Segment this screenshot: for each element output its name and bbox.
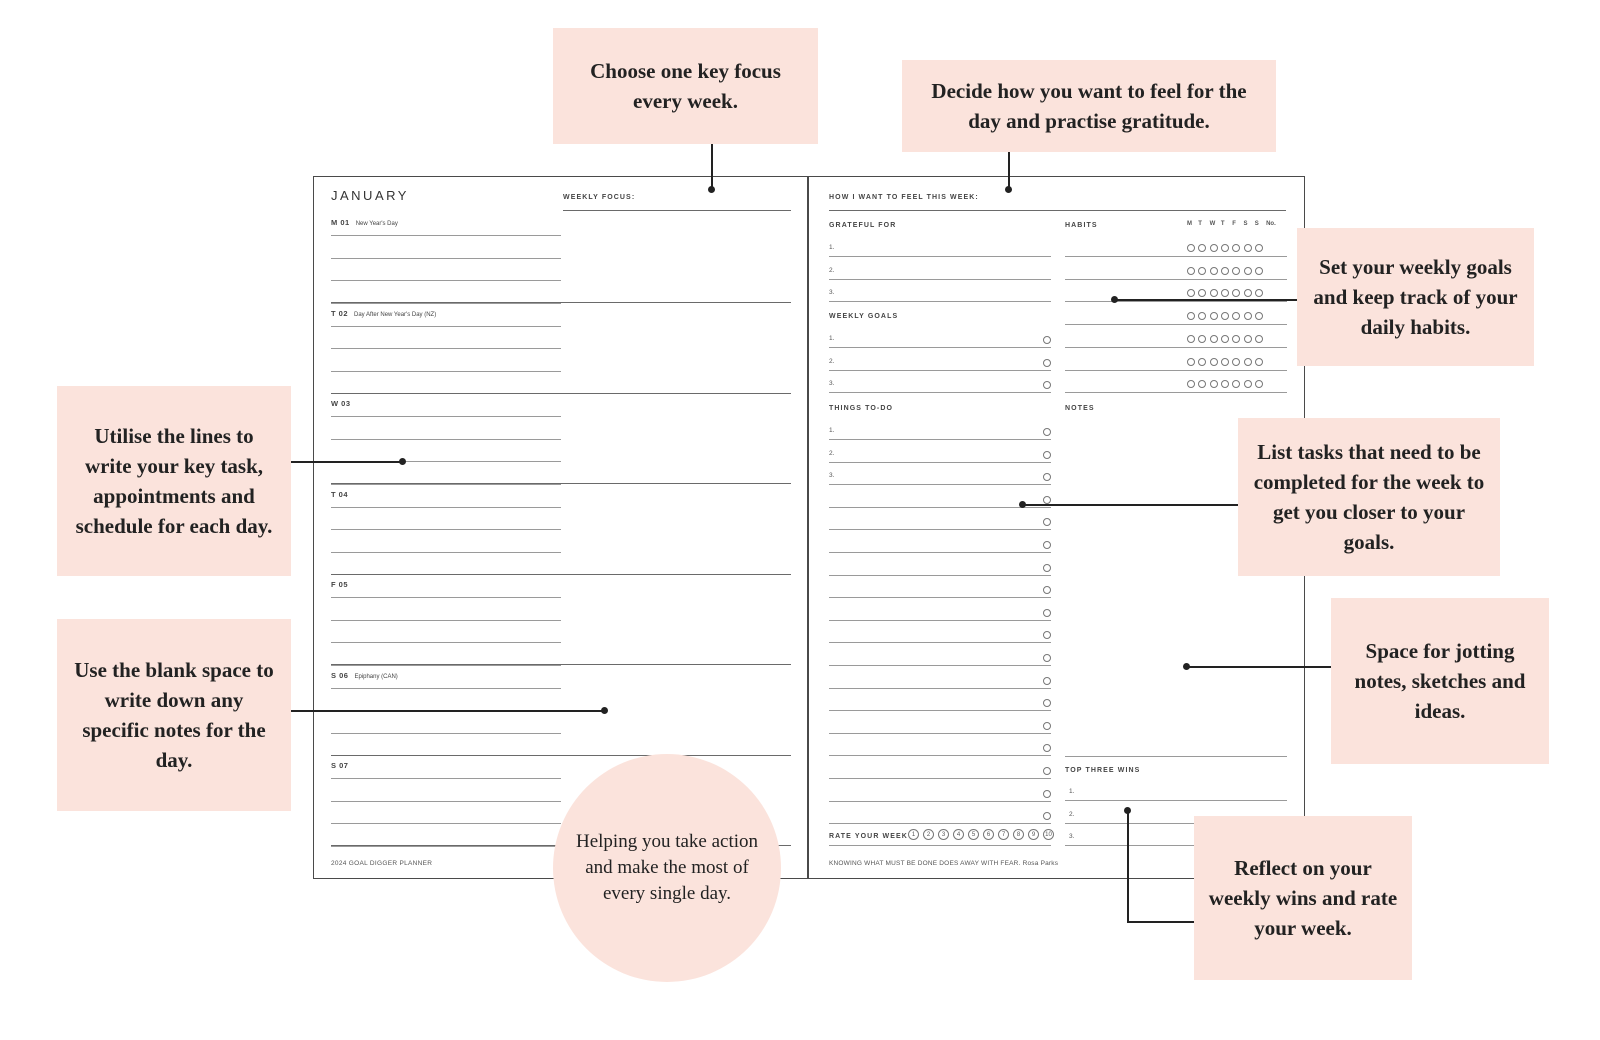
planner-spine [807, 176, 809, 879]
todo-label: THINGS TO-DO [829, 405, 894, 412]
habit-check-circle [1244, 335, 1252, 343]
day-name: T 04 [331, 489, 349, 499]
rate-circle: 6 [983, 829, 994, 840]
day-divider [331, 574, 791, 575]
day-label [331, 399, 357, 408]
habit-line [1065, 370, 1287, 371]
todo-check-circle [1043, 428, 1051, 436]
habit-check-circle [1244, 312, 1252, 320]
day-divider [331, 302, 791, 303]
grateful-line [829, 301, 1051, 302]
grateful-label: GRATEFUL FOR [829, 222, 897, 229]
day-divider [331, 393, 791, 394]
todo-check-circle [1043, 677, 1051, 685]
day-line [331, 733, 561, 734]
quote-author: Rosa Parks [1022, 860, 1059, 867]
habit-check-circle [1255, 312, 1263, 320]
day-line [331, 235, 561, 236]
habit-check-circle [1232, 267, 1240, 275]
leader-habits [1114, 299, 1297, 301]
goal-check-circle [1043, 336, 1051, 344]
todo-line [829, 642, 1051, 643]
day-line [331, 620, 561, 621]
rate-line [829, 845, 1051, 846]
habit-check-circle [1210, 335, 1218, 343]
top-wins-label: TOP THREE WINS [1065, 767, 1141, 774]
rate-circle: 5 [968, 829, 979, 840]
todo-line [829, 823, 1051, 824]
day-name: S 07 [331, 761, 349, 770]
habit-day-letter: F [1232, 221, 1236, 227]
habit-line [1065, 279, 1287, 280]
habit-check-circle [1198, 358, 1206, 366]
todo-check-circle [1043, 496, 1051, 504]
habit-check-circle [1210, 244, 1218, 252]
todo-line [829, 552, 1051, 553]
day-line [331, 688, 561, 689]
habit-check-circle [1221, 335, 1229, 343]
day-label [331, 671, 398, 680]
day-line [331, 778, 561, 779]
callout-helping: Helping you take action and make the most of every single day. [553, 754, 781, 982]
habit-line [1065, 324, 1287, 325]
leader-wins-vertical [1127, 811, 1129, 922]
day-label [331, 218, 398, 227]
habit-check-circle [1221, 312, 1229, 320]
habit-day-letter: S [1243, 221, 1248, 227]
habit-check-circle [1255, 335, 1263, 343]
habit-check-circle [1187, 267, 1195, 275]
goal-line [829, 370, 1051, 371]
todo-check-circle [1043, 654, 1051, 662]
rate-circle: 9 [1028, 829, 1039, 840]
grateful-number: 2. [829, 266, 835, 274]
day-label [331, 490, 354, 499]
todo-line [829, 688, 1051, 689]
day-divider [331, 664, 791, 665]
day-line [331, 371, 561, 372]
todo-line [829, 507, 1051, 508]
goal-line [829, 392, 1051, 393]
habit-check-circle [1244, 244, 1252, 252]
goal-check-circle [1043, 359, 1051, 367]
month-title: JANUARY [331, 188, 409, 203]
habit-line [1065, 392, 1287, 393]
day-line [331, 552, 561, 553]
habit-check-circle [1221, 358, 1229, 366]
day-label [331, 309, 436, 318]
leader-feel-dot [1005, 186, 1012, 193]
habit-day-letter: No. [1266, 221, 1276, 227]
todo-line [829, 529, 1051, 530]
habit-check-circle [1210, 267, 1218, 275]
callout-lines: Utilise the lines to write your key task, appointments and schedule for each day. [57, 386, 291, 576]
habit-check-circle [1244, 289, 1252, 297]
day-divider [331, 755, 791, 756]
day-line [331, 823, 561, 824]
quote-text: KNOWING WHAT MUST BE DONE DOES AWAY WITH FEAR. [829, 860, 1021, 867]
day-label [331, 761, 354, 770]
leader-lines-dot [399, 458, 406, 465]
leader-lines [291, 461, 403, 463]
todo-line [829, 733, 1051, 734]
leader-habits-dot [1111, 296, 1118, 303]
leader-notes-dot [1183, 663, 1190, 670]
grateful-line [829, 279, 1051, 280]
todo-line [829, 710, 1051, 711]
todo-line [829, 801, 1051, 802]
day-holiday: New Year's Day [355, 221, 398, 227]
day-divider [331, 483, 791, 484]
todo-line [829, 439, 1051, 440]
leader-tasks-dot [1019, 501, 1026, 508]
day-line [331, 529, 561, 530]
rate-circle: 3 [938, 829, 949, 840]
habit-check-circle [1255, 244, 1263, 252]
habit-line [1065, 301, 1287, 302]
leader-focus [711, 144, 713, 190]
todo-check-circle [1043, 564, 1051, 572]
day-name: F 05 [331, 580, 349, 589]
goal-number: 3. [829, 380, 835, 388]
habit-check-circle [1244, 267, 1252, 275]
day-holiday: Day After New Year's Day (NZ) [354, 311, 437, 318]
habit-check-circle [1210, 380, 1218, 388]
day-line [331, 507, 561, 508]
day-holiday: Epiphany (CAN) [354, 673, 398, 680]
habit-day-letter: W [1209, 221, 1216, 227]
habit-check-circle [1198, 267, 1206, 275]
grateful-number: 3. [829, 289, 835, 297]
leader-feel [1008, 152, 1010, 190]
todo-check-circle [1043, 541, 1051, 549]
callout-blank: Use the blank space to write down any specific notes for the day. [57, 619, 291, 811]
leader-blank-dot [601, 707, 608, 714]
todo-line [829, 665, 1051, 666]
todo-number: 3. [829, 472, 835, 480]
habit-day-letter: S [1254, 221, 1259, 227]
day-line [331, 416, 561, 417]
rate-circle: 7 [998, 829, 1009, 840]
habit-check-circle [1255, 358, 1263, 366]
habit-check-circle [1232, 335, 1240, 343]
day-line [331, 280, 561, 281]
leader-wins-dot [1124, 807, 1131, 814]
win-number: 2. [1069, 810, 1075, 818]
day-name: M 01 [331, 218, 350, 227]
goal-number: 2. [829, 357, 835, 365]
leader-notes [1187, 666, 1331, 668]
todo-check-circle [1043, 722, 1051, 730]
callout-notes: Space for jotting notes, sketches and ideas. [1331, 598, 1549, 764]
todo-line [829, 575, 1051, 576]
rate-circle: 1 [908, 829, 919, 840]
leader-focus-dot [708, 186, 715, 193]
day-line [331, 597, 561, 598]
grateful-number: 1. [829, 244, 835, 251]
leader-tasks [1022, 504, 1238, 506]
left-footer: 2024 GOAL DIGGER PLANNER [331, 860, 433, 867]
leader-wins-horizontal [1127, 921, 1194, 923]
day-label [331, 580, 354, 589]
habit-day-letter: T [1220, 221, 1225, 227]
todo-line [829, 755, 1051, 756]
callout-habits: Set your weekly goals and keep track of your daily habits. [1297, 228, 1534, 366]
todo-check-circle [1043, 790, 1051, 798]
rate-circle: 4 [953, 829, 964, 840]
win-number: 3. [1069, 833, 1075, 841]
callout-tasks: List tasks that need to be completed for the week to get you closer to your goals. [1238, 418, 1500, 576]
feel-line [829, 210, 1286, 211]
day-line [331, 348, 561, 349]
callout-feel: Decide how you want to feel for the day and practise gratitude. [902, 60, 1276, 152]
day-line [331, 258, 561, 259]
leader-blank [291, 710, 605, 712]
habit-line [1065, 347, 1287, 348]
day-line [331, 326, 561, 327]
day-line [331, 801, 561, 802]
planner-spread [313, 176, 1305, 879]
habit-check-circle [1187, 335, 1195, 343]
notes-bottom-line [1065, 756, 1287, 757]
todo-number: 2. [829, 449, 835, 457]
habit-check-circle [1210, 312, 1218, 320]
goal-number: 1. [829, 335, 835, 342]
day-name: T 02 [331, 308, 349, 318]
habit-check-circle [1210, 358, 1218, 366]
win-line [1065, 800, 1287, 801]
quote [829, 860, 1058, 867]
todo-line [829, 778, 1051, 779]
todo-line [829, 597, 1051, 598]
rate-circle: 8 [1013, 829, 1024, 840]
todo-check-circle [1043, 609, 1051, 617]
todo-check-circle [1043, 767, 1051, 775]
habit-check-circle [1210, 289, 1218, 297]
habit-check-circle [1255, 267, 1263, 275]
notes-label: NOTES [1065, 405, 1095, 412]
habit-day-letter: M [1187, 221, 1192, 227]
todo-line [829, 462, 1051, 463]
habit-check-circle [1187, 244, 1195, 252]
habit-check-circle [1232, 358, 1240, 366]
habit-check-circle [1187, 358, 1195, 366]
callout-wins: Reflect on your weekly wins and rate your week. [1194, 816, 1412, 980]
rate-circle: 10 [1043, 829, 1054, 840]
weekly-focus-line [563, 210, 791, 211]
habit-check-circle [1221, 267, 1229, 275]
weekly-goals-label: WEEKLY GOALS [829, 313, 899, 320]
habit-check-circle [1244, 380, 1252, 388]
day-line [331, 439, 561, 440]
habit-check-circle [1255, 380, 1263, 388]
weekly-focus-label: WEEKLY FOCUS: [563, 194, 636, 201]
day-line [331, 642, 561, 643]
rate-week-label: RATE YOUR WEEK [829, 833, 908, 840]
habits-label: HABITS [1065, 222, 1098, 229]
habit-day-letter: T [1198, 221, 1202, 227]
todo-line [829, 484, 1051, 485]
callout-focus: Choose one key focus every week. [553, 28, 818, 144]
habit-check-circle [1221, 244, 1229, 252]
day-name: S 06 [331, 670, 349, 680]
habit-check-circle [1244, 358, 1252, 366]
win-number: 1. [1069, 788, 1075, 795]
rate-circle: 2 [923, 829, 934, 840]
grateful-line [829, 256, 1051, 257]
day-name: W 03 [331, 399, 351, 408]
todo-check-circle [1043, 451, 1051, 459]
habit-line [1065, 256, 1287, 257]
goal-line [829, 347, 1051, 348]
feel-label: HOW I WANT TO FEEL THIS WEEK: [829, 194, 979, 201]
todo-line [829, 620, 1051, 621]
todo-number: 1. [829, 427, 835, 434]
